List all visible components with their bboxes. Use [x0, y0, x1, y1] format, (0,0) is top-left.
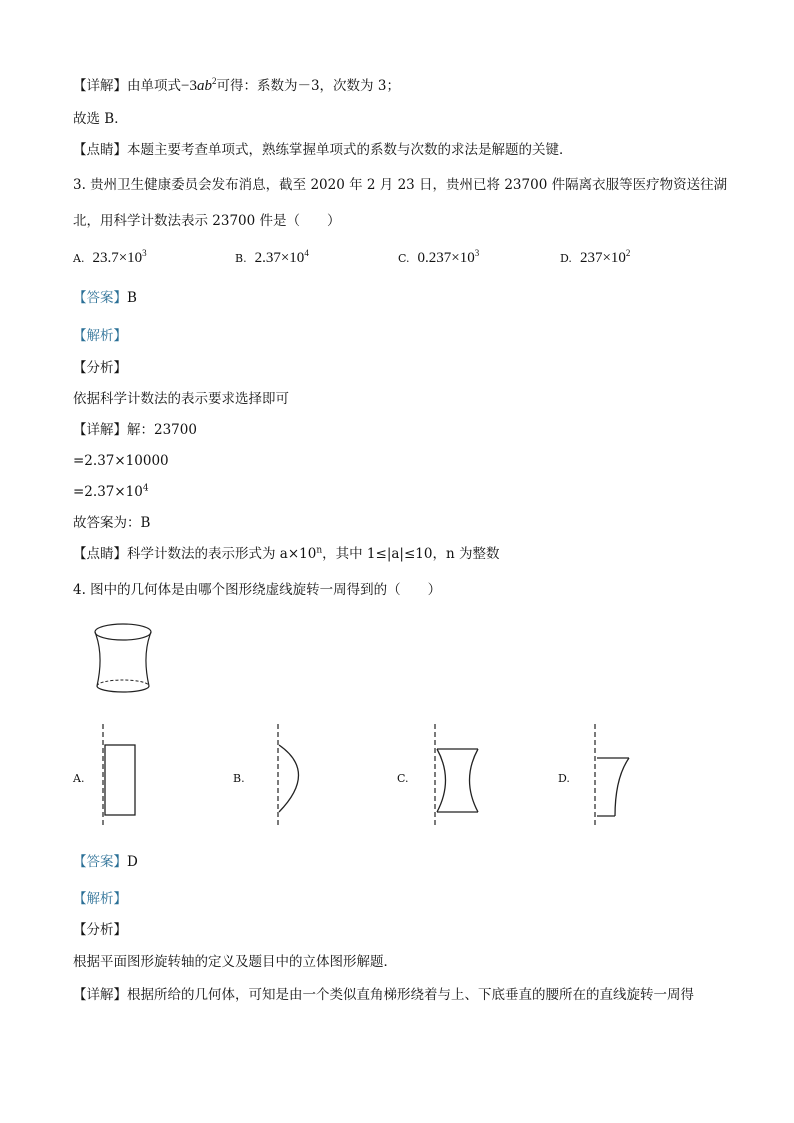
- q2-detail-line: 【详解】由单项式$-3ab^2$可得：系数为－3，次数为 3；: [73, 76, 400, 94]
- q4-stem: 4. 图中的几何体是由哪个图形绕虚线旋转一周得到的（ ）: [73, 582, 442, 598]
- answer-value: B: [127, 290, 137, 306]
- answer-tag: 【答案】: [73, 854, 127, 870]
- q3-fenxi-text: 依据科学计数法的表示要求选择即可: [73, 391, 289, 407]
- q4-option-a-label: A.: [73, 772, 85, 785]
- q3-option-d: D. $237\times 10^2$: [560, 248, 631, 266]
- q4-fenxi-text: 根据平面图形旋转轴的定义及题目中的立体图形解题．: [73, 954, 397, 970]
- q4-option-b-label: B.: [233, 772, 245, 785]
- point-tag: 【点睛】: [73, 546, 127, 562]
- q3-answer-line: [73, 288, 137, 308]
- q3-option-c: C. $0.237\times 10^3$: [398, 248, 480, 266]
- q3-stem-line1: 3. 贵州卫生健康委员会发布消息，截至 2020 年 2 月 23 日，贵州已将 23700 件隔离衣服等医疗物资送往湖: [73, 177, 728, 193]
- q2-point-line: 【点睛】本题主要考查单项式，熟练掌握单项式的系数与次数的求法是解题的关键．: [73, 142, 573, 158]
- detail-tag: 【详解】: [73, 987, 127, 1003]
- solid-figure: [88, 620, 158, 700]
- q4-option-a-figure: [95, 722, 145, 828]
- detail-tag: 【详解】: [73, 78, 127, 94]
- point-tag: 【点睛】: [73, 142, 127, 158]
- monomial: $-3ab^2$: [181, 76, 217, 94]
- q3-analysis-tag: 【解析】: [73, 328, 127, 344]
- q3-conclusion: 故答案为：B: [73, 515, 151, 531]
- q3-option-a: A. $23.7\times 10^3$: [73, 248, 147, 266]
- q4-option-d-figure: [586, 722, 636, 828]
- q4-option-d-label: D.: [558, 772, 570, 785]
- q3-fenxi-tag: 【分析】: [73, 360, 127, 376]
- q4-answer-line: [73, 852, 138, 872]
- q3-step1: =2.37×10000: [73, 453, 169, 469]
- q3-point-line: 【点睛】科学计数法的表示形式为 $a\times 10^n$，其中 1≤|a|≤10，n 为整数: [73, 545, 500, 562]
- q4-analysis-tag: 【解析】: [73, 891, 127, 907]
- q3-stem-line2: 北，用科学计数法表示 23700 件是（ ）: [73, 213, 341, 229]
- q4-option-c-figure: [426, 722, 486, 828]
- answer-value: D: [127, 854, 138, 870]
- q3-detail-line: 【详解】解：23700: [73, 422, 197, 438]
- answer-tag: 【答案】: [73, 290, 127, 306]
- q4-option-b-figure: [268, 722, 318, 828]
- q3-option-b: B. $2.37\times 10^4$: [235, 248, 309, 266]
- detail-tag: 【详解】: [73, 422, 127, 438]
- q4-fenxi-tag: 【分析】: [73, 922, 127, 938]
- q4-detail-line: 【详解】根据所给的几何体，可知是由一个类似直角梯形绕着与上、下底垂直的腰所在的直线旋转一周得: [73, 987, 694, 1003]
- q2-choice: 故选 B．: [73, 111, 128, 127]
- q4-option-c-label: C.: [397, 772, 409, 785]
- q3-step2: $=2.37\times 10^4$: [73, 483, 149, 500]
